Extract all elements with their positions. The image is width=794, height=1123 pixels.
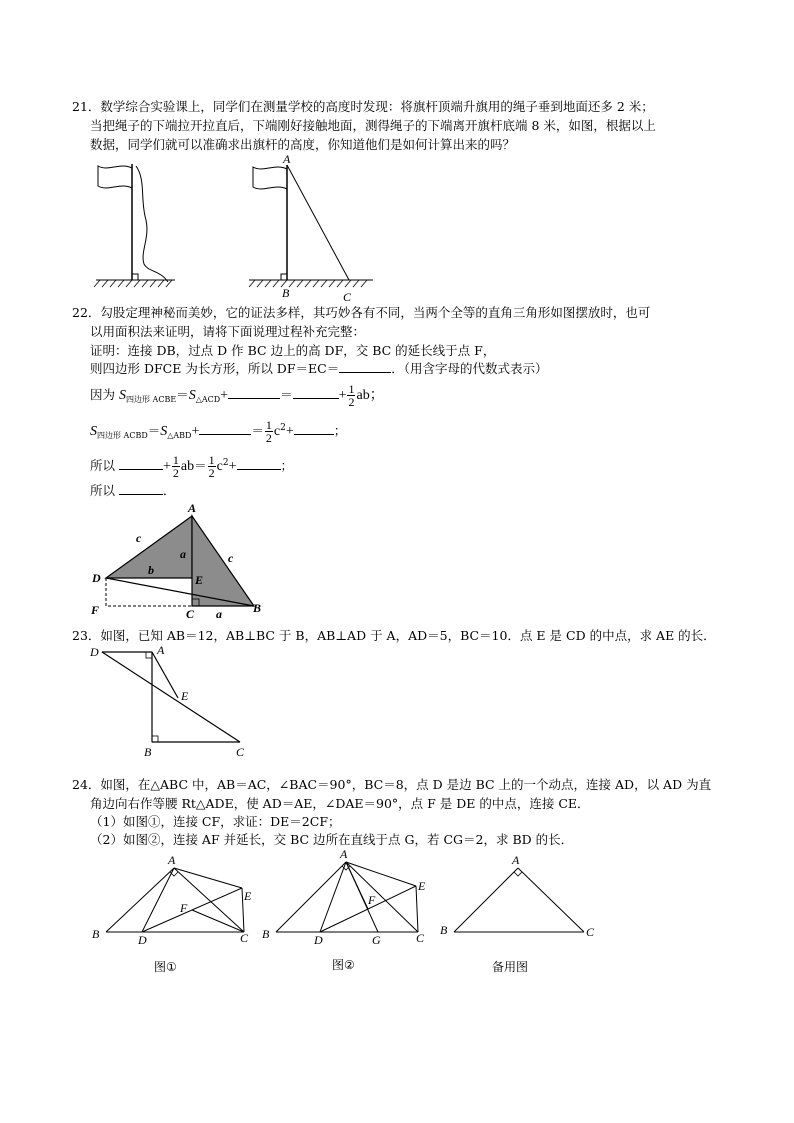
eq-sign: ＝ — [176, 387, 189, 402]
q21-label-b: B — [282, 286, 290, 300]
spare-figure-caption: 备用图 — [492, 960, 529, 974]
plus-sign: + — [338, 388, 347, 403]
answer-blank-2[interactable] — [228, 386, 280, 399]
q24-spare-figure — [436, 850, 606, 945]
q22-label-b: B — [253, 601, 262, 615]
q24f2-label-g: G — [372, 933, 381, 947]
q24f3-label-a: A — [512, 853, 520, 867]
q22-side-c1: c — [136, 531, 142, 545]
q21-line2: 当把绳子的下端拉开拉直后，下端刚好接触地面，测得绳子的下端离开旗杆底端 8 米，如图，根据以上 — [90, 118, 656, 133]
c-term: c — [273, 424, 281, 440]
q24f2-label-b: B — [262, 927, 270, 941]
fraction-half: $\frac{1}{2}$ — [348, 382, 355, 409]
eq-sign: ＝ — [280, 387, 293, 402]
s-tri-acd: S — [188, 388, 196, 403]
q21-label-a: A — [283, 152, 291, 166]
q24f2-label-d: D — [314, 933, 323, 947]
answer-blank-7[interactable] — [237, 457, 281, 470]
q22-step-2: $S_{四边形 ACBD}=S_{\triangle ABD}+$ ＝ $\frac{1}{2}$ $c^2+$ ； — [90, 418, 347, 446]
q22-label-f: F — [91, 603, 100, 617]
q22-figure — [88, 500, 268, 620]
q22-side-b: b — [148, 563, 154, 577]
plus-sign: + — [285, 424, 294, 440]
q24f2-label-e: E — [418, 879, 426, 893]
q22-so-1: 所以 — [90, 458, 116, 474]
q22-line2: 以用面积法来证明，请将下面说理过程补充完整： — [90, 324, 366, 339]
answer-blank-4[interactable] — [199, 422, 251, 435]
q24f3-label-b: B — [440, 923, 448, 937]
s-tri-abd-sub: △ABD — [167, 431, 192, 441]
q24f1-label-d: D — [138, 933, 147, 947]
figure-1-caption: 图① — [154, 960, 177, 974]
q22-because: 因为 — [90, 387, 116, 402]
q21-figure-1 — [90, 160, 210, 290]
fraction-half: $\frac{1}{2}$ — [265, 418, 272, 446]
q24f2-label-c: C — [416, 931, 425, 945]
q23-label-b: B — [144, 745, 152, 759]
q24f1-label-b: B — [92, 927, 100, 941]
q23-label-c: C — [236, 745, 245, 759]
plus-sign: + — [220, 388, 229, 403]
q22-line4-b: ．（用含字母的代数式表示） — [391, 361, 548, 376]
q24-line1: 24．如图，在△ABC 中，AB＝AC，∠BAC＝90°，BC＝8，点 D 是边 BC 上的一个动点，连接 AD，以 AD 为直 — [72, 777, 712, 792]
q21-line3: 数据，同学们就可以准确求出旗杆的高度，你知道他们是如何计算出来的吗？ — [90, 137, 516, 152]
q22-side-c2: c — [228, 551, 234, 565]
q22-line3: 证明：连接 DB，过点 D 作 BC 边上的高 DF，交 BC 的延长线于点 F， — [90, 343, 496, 358]
q23-label-e: E — [181, 689, 189, 703]
s-quad-acbe-sub: 四边形 ACBE — [126, 395, 177, 404]
answer-blank-6[interactable] — [119, 457, 163, 470]
q24-line2: 角边向右作等腰 Rt△ADE，使 AD＝AE，∠DAE＝90°，点 F 是 DE 的中点，连接 CE． — [90, 796, 590, 811]
answer-blank-5[interactable] — [294, 422, 334, 435]
q24f1-label-c: C — [240, 931, 249, 945]
s-quad-acbe: S — [119, 388, 126, 403]
q24f1-label-e: E — [244, 889, 252, 903]
q24f2-label-a: A — [340, 847, 348, 861]
q22-label-c: C — [186, 607, 195, 621]
q22-side-a1: a — [180, 547, 186, 561]
q22-line4-a: 则四边形 DFCE 为长方形，所以 DF＝EC＝ — [90, 361, 340, 376]
q24f3-label-c: C — [586, 925, 595, 939]
q24f2-label-f: F — [368, 893, 376, 907]
answer-blank-8[interactable] — [119, 482, 163, 495]
q23-label-d: D — [90, 645, 99, 659]
figure-2-caption: 图② — [332, 958, 355, 972]
q23-line1: 23．如图，已知 AB＝12，AB⊥BC 于 B，AB⊥AD 于 A，AD＝5，BC＝10．点 E 是 CD 的中点，求 AE 的长． — [72, 628, 716, 643]
s-tri-acd-sub: △ACD — [195, 395, 221, 404]
q22-line4 — [90, 360, 547, 378]
s-tri-abd: S — [160, 424, 168, 440]
eq-sign: ＝ — [251, 423, 264, 439]
eq-sign: ＝ — [147, 423, 161, 439]
q22-so-2: 所以 — [90, 483, 116, 498]
q24-figure-2 — [262, 848, 442, 948]
q22-label-a: A — [188, 501, 197, 515]
q22-step-4: 所以 ． — [90, 483, 176, 498]
answer-blank-1[interactable] — [339, 360, 391, 373]
q24f1-label-a: A — [168, 853, 176, 867]
answer-blank-3[interactable] — [293, 386, 339, 399]
q21-line1: 21．数学综合实验课上，同学们在测量学校的高度时发现：将旗杆顶端升旗用的绳子垂到地面还多 2 米； — [72, 99, 654, 114]
q22-step-3: 所以 + $\frac{1}{2}$ ab＝ $\frac{1}{2}$ $c^2+$ ； — [90, 453, 294, 481]
q22-step-1 — [90, 382, 384, 408]
q22-label-e: E — [195, 573, 204, 587]
q22-label-d: D — [92, 571, 101, 585]
q24-line4: （2）如图②，连接 AF 并延长，交 BC 边所在直线于点 G，若 CG＝2，求 BD 的长． — [90, 832, 574, 847]
q23-label-a: A — [157, 643, 165, 657]
s-quad-acbd-sub: 四边形 ACBD — [97, 431, 148, 441]
q24-figure-1 — [90, 850, 265, 945]
q24f1-label-f: F — [180, 901, 188, 915]
q23-figure — [88, 642, 258, 762]
q21-label-c: C — [343, 290, 352, 304]
plus-sign: + — [191, 424, 200, 440]
q21-figure-2 — [245, 152, 375, 305]
q22-line1: 22．勾股定理神秘而美妙，它的证法多样，其巧妙各有不同，当两个全等的直角三角形如图摆放时，也可 — [72, 305, 651, 320]
q24-line3: （1）如图①，连接 CF，求证：DE＝2CF； — [90, 814, 341, 829]
ab-term: ab； — [356, 388, 384, 403]
s-quad-acbd: S — [90, 424, 97, 440]
q22-side-a2: a — [216, 607, 222, 621]
